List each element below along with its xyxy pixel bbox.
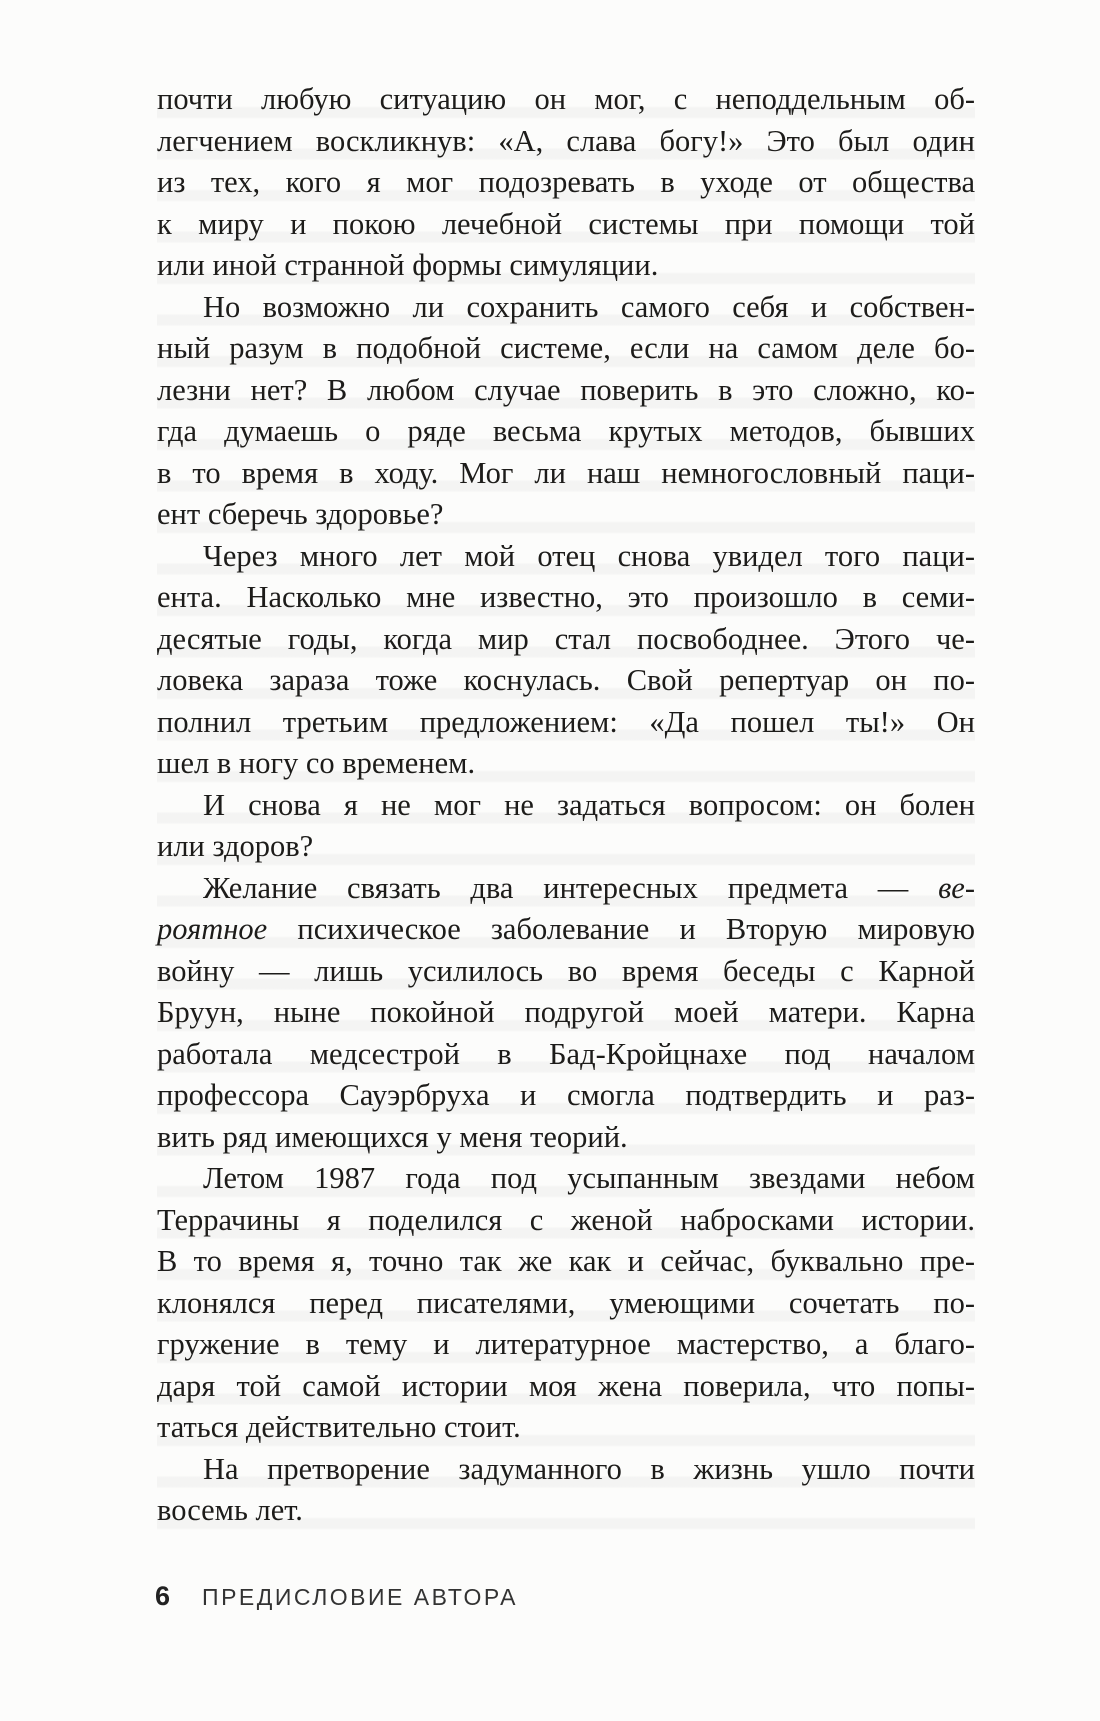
text-segment: На претворение задуманного в жизнь ушло почти bbox=[203, 1451, 975, 1486]
text-line bbox=[157, 909, 975, 951]
text-segment: или здоров? bbox=[157, 829, 314, 863]
text-block bbox=[157, 79, 975, 1532]
text-segment: работала медсестрой в Бад-Кройцнахе под началом bbox=[157, 1036, 975, 1071]
text-segment: гда думаешь о ряде весьма крутых методов, бывших bbox=[157, 414, 975, 448]
text-line bbox=[157, 1407, 975, 1449]
text-line bbox=[157, 1034, 975, 1076]
text-line bbox=[157, 1366, 975, 1408]
text-line bbox=[157, 121, 975, 163]
italic-text-segment: ве- bbox=[938, 870, 975, 905]
text-line bbox=[157, 1075, 975, 1117]
text-line bbox=[157, 328, 975, 370]
text-segment: ент сберечь здоровье? bbox=[157, 497, 444, 531]
text-line bbox=[157, 411, 975, 453]
text-segment: В то время я, точно так же как и сейчас, буквально пре- bbox=[157, 1244, 975, 1278]
text-segment: ный разум в подобной системе, если на самом деле бо- bbox=[157, 331, 975, 365]
text-segment: Бруун, ныне покойной подругой моей матери. Карна bbox=[157, 995, 975, 1029]
text-line bbox=[157, 868, 975, 910]
text-line bbox=[157, 370, 975, 412]
text-segment: или иной странной формы симуляции. bbox=[157, 248, 659, 282]
text-segment: даря той самой истории моя жена поверила, что попы- bbox=[157, 1368, 975, 1403]
text-segment: клонялся перед писателями, умеющими сочетать по- bbox=[157, 1285, 975, 1320]
text-line bbox=[157, 1283, 975, 1325]
text-line bbox=[157, 453, 975, 495]
text-line bbox=[157, 245, 975, 287]
running-title: ПРЕДИСЛОВИЕ АВТОРА bbox=[202, 1584, 518, 1610]
text-line bbox=[157, 162, 975, 204]
text-segment: вить ряд имеющихся у меня теорий. bbox=[157, 1119, 628, 1154]
paragraph bbox=[157, 79, 975, 287]
paragraph bbox=[157, 536, 975, 785]
text-line bbox=[157, 494, 975, 536]
text-segment: войну — лишь усилилось во время беседы с Карной bbox=[157, 953, 975, 988]
text-line bbox=[157, 785, 975, 827]
paragraph bbox=[157, 287, 975, 536]
text-segment: полнил третьим предложением: «Да пошел ты!» Он bbox=[157, 704, 975, 739]
text-segment: Желание связать два интересных предмета — bbox=[203, 870, 939, 905]
text-segment: лезни нет? В любом случае поверить в это сложно, ко- bbox=[157, 372, 975, 407]
text-line bbox=[157, 951, 975, 993]
text-line bbox=[157, 826, 975, 868]
text-line bbox=[157, 536, 975, 578]
text-segment: шел в ногу со временем. bbox=[157, 746, 476, 780]
page-number: 6 bbox=[155, 1581, 172, 1611]
paragraph bbox=[157, 1449, 975, 1532]
paragraph bbox=[157, 1158, 975, 1449]
text-segment: к миру и покою лечебной системы при помощи той bbox=[157, 206, 975, 241]
text-line bbox=[157, 1241, 975, 1283]
text-segment: И снова я не мог не задаться вопросом: он болен bbox=[203, 787, 975, 822]
text-segment: восемь лет. bbox=[157, 1493, 303, 1527]
text-line bbox=[157, 619, 975, 661]
text-line bbox=[157, 1117, 975, 1159]
text-segment: легчением воскликнув: «А, слава богу!» Это был один bbox=[157, 123, 975, 158]
text-line bbox=[157, 702, 975, 744]
text-line bbox=[157, 1200, 975, 1242]
text-line bbox=[157, 1449, 975, 1491]
page-footer bbox=[155, 1581, 518, 1612]
text-segment: ента. Насколько мне известно, это произошло в семи- bbox=[157, 580, 975, 614]
italic-text-segment: роятное bbox=[157, 912, 268, 946]
text-line bbox=[157, 204, 975, 246]
text-line bbox=[157, 992, 975, 1034]
text-segment: почти любую ситуацию он мог, с неподдельным об- bbox=[157, 82, 975, 116]
text-line bbox=[157, 660, 975, 702]
text-segment: из тех, кого я мог подозревать в уходе от общества bbox=[157, 165, 975, 199]
text-segment: десятые годы, когда мир стал посвободнее. Этого че- bbox=[157, 621, 975, 656]
text-line bbox=[157, 577, 975, 619]
text-line bbox=[157, 287, 975, 329]
paragraph bbox=[157, 868, 975, 1159]
text-line bbox=[157, 1324, 975, 1366]
text-segment: Летом 1987 года под усыпанным звездами небом bbox=[203, 1161, 975, 1195]
text-segment: в то время в ходу. Мог ли наш немногословный паци- bbox=[157, 455, 975, 490]
text-line bbox=[157, 1158, 975, 1200]
text-segment: профессора Сауэрбруха и смогла подтвердить и раз- bbox=[157, 1078, 975, 1112]
text-segment: Но возможно ли сохранить самого себя и собствен- bbox=[203, 289, 975, 324]
text-line bbox=[157, 1490, 975, 1532]
text-line bbox=[157, 743, 975, 785]
text-segment: психическое заболевание и Вторую мировую bbox=[267, 912, 975, 946]
text-segment: гружение в тему и литературное мастерство, а благо- bbox=[157, 1327, 975, 1361]
text-segment: Через много лет мой отец снова увидел того паци- bbox=[203, 538, 975, 573]
text-segment: Террачины я поделился с женой набросками истории. bbox=[157, 1202, 975, 1237]
paragraph bbox=[157, 785, 975, 868]
text-segment: таться действительно стоит. bbox=[157, 1410, 521, 1444]
text-segment: ловека зараза тоже коснулась. Свой репертуар он по- bbox=[157, 663, 975, 697]
text-line bbox=[157, 79, 975, 121]
